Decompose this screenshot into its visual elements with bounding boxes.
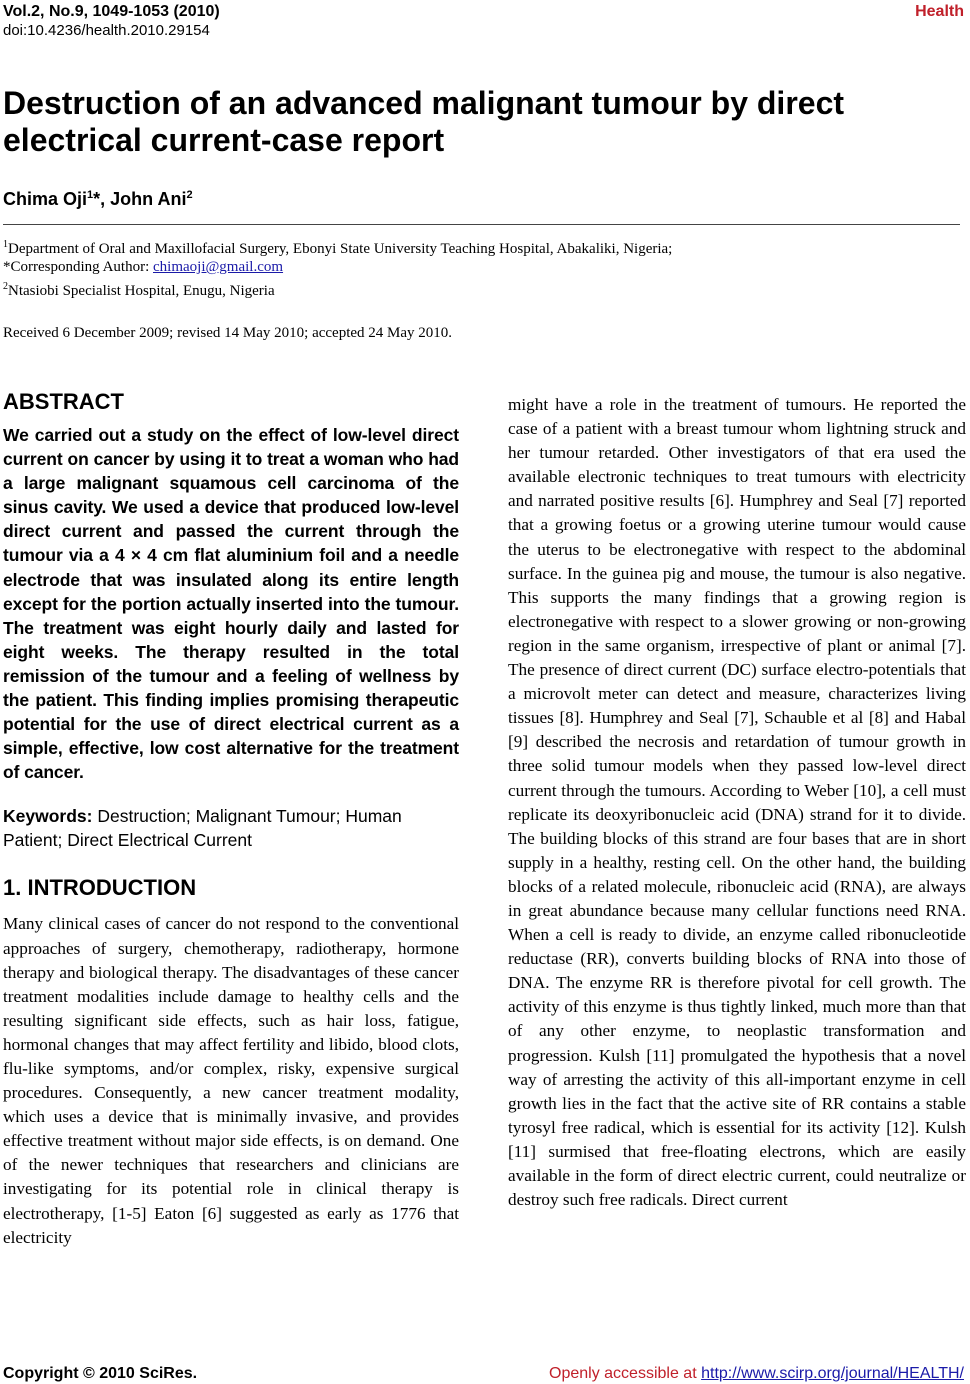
affiliation-mark: 2 xyxy=(3,281,8,292)
journal-url-link[interactable]: http://www.scirp.org/journal/HEALTH/ xyxy=(701,1365,964,1382)
author-affiliation-mark: 2 xyxy=(186,189,193,201)
copyright: Copyright © 2010 SciRes. xyxy=(3,1365,198,1382)
left-column xyxy=(3,388,459,1250)
author-affiliation-mark: 1 xyxy=(87,189,94,201)
doi: doi:10.4236/health.2010.29154 xyxy=(3,22,210,39)
keywords xyxy=(3,804,459,852)
affiliation xyxy=(3,277,275,301)
introduction-text-right: might have a role in the treatment of tumours. He reported the case of a patient with a breast tumour whom lightning struck and her tumour retarded. Other investigators of that era used the available electronic techniques to treat tumours with electricity and narrated positive results [6]. Humphrey and Seal [7] reported that a growing foetus or a growing uterine tumour would cause the uterus to be electronegative with respect to the abdominal surface. In the guinea pig and mouse, the tumour is also negative. This supports the many findings that a growing region is electronegative with respect to a slower growing or non-growing region in the same organism, irrespective of plant or animal [7]. The presence of direct current (DC) surface electro-potentials that a microvolt meter can detect and measure, characterizes living tissues [8]. Humphrey and Seal [7], Schauble et al [8] and Habal [9] described the necrosis and retardation of tumour growth in three solid tumour models when they passed low-level direct current through the tumours. According to Weber [10], a cell must replicate its deoxyribonucleic acid (DNA) strand for it to divide. The building blocks of this strand are four bases that are in short supply in a healthy, resting cell. On the other hand, the building blocks of a related molecule, ribonucleic acid (RNA), are always in great abundance because many cellular functions need RNA. When a cell is ready to divide, an enzyme called ribonucleotide reductase (RR), converts building blocks of RNA into those of DNA. The enzyme RR is therefore pivotal for cell growth. The activity of this enzyme is thus tightly linked, much more than that of any other enzyme, to neoplastic transformation and progression. Kulsh [11] promulgated the hypothesis that a novel way of arresting the activity of this all-important enzyme in cell growth lies in the fact that the active site of RR contains a stable tyrosyl free radical, which is essential for its activity [12]. Kulsh [11] surmised that free-floating electrons, which are easily available in the form of direct electric current, could neutralize or destroy such free radicals. Direct current xyxy=(508,395,966,1210)
journal-name: Health xyxy=(915,3,964,20)
affiliation-text: Ntasiobi Specialist Hospital, Enugu, Nigeria xyxy=(8,283,275,299)
corresponding-mark: *, xyxy=(93,189,111,209)
corresponding-label: *Corresponding Author: xyxy=(3,259,153,275)
author-name: John Ani xyxy=(110,189,187,209)
paper-title: Destruction of an advanced malignant tumour by direct electrical current-case report xyxy=(3,85,845,158)
introduction-text-left: Many clinical cases of cancer do not respond to the conventional approaches of surgery, chemotherapy, radiotherapy, hormone therapy and biological therapy. The disadvantages of these cancer treatment modalities include damage to healthy cells and the resulting significant side effects, such as hair loss, fatigue, hormonal changes that may affect fertility and libido, blood clots, flu-like symptoms, and/or complex, risky, expensive surgical procedures. Consequently, a new cancer treatment modality, which uses a device that is minimally invasive, and provides effective treatment without major side effects, is on demand. One of the newer techniques that researchers and clinicians are investigating for its potential role in clinical therapy is electrotherapy, [1-5] Eaton [6] suggested as early as 1776 that electricity xyxy=(3,914,459,1247)
keywords-label: Keywords: xyxy=(3,806,93,827)
received-dates: Received 6 December 2009; revised 14 May 2010; accepted 24 May 2010. xyxy=(3,325,453,341)
affiliation-text: Department of Oral and Maxillofacial Surgery, Ebonyi State University Teaching Hospital, Abakaliki, Nigeria; xyxy=(8,241,673,257)
access-label: Openly accessible at xyxy=(549,1365,702,1382)
affiliation xyxy=(3,235,672,259)
right-column xyxy=(508,393,966,1212)
keywords-text: Destruction; Malignant Tumour; Human Patient; Direct Electrical Current xyxy=(3,806,402,851)
abstract-heading: ABSTRACT xyxy=(3,389,124,414)
header-divider xyxy=(3,224,960,225)
author-list xyxy=(3,183,193,211)
email-link[interactable]: chimaoji@gmail.com xyxy=(153,259,284,275)
corresponding-author xyxy=(3,257,283,277)
journal-citation: Vol.2, No.9, 1049-1053 (2010) xyxy=(3,3,220,20)
abstract-text: We carried out a study on the effect of low-level direct current on cancer by using it to treat a woman who had a large malignant squamous cell carcinoma of the sinus cavity. We used a device that produced low-level direct current and passed the current through the tumour via a 4 × 4 cm flat aluminium foil and a needle electrode that was insulated along its entire length except for the portion actually inserted into the tumour. The treatment was eight hourly daily and lasted for eight weeks. The therapy resulted in the total remission of the tumour and a feeling of wellness by the patient. This finding implies promising therapeutic potential for the use of direct electrical current as a simple, effective, low cost alternative for the treatment of cancer. xyxy=(3,425,459,783)
author-name: Chima Oji xyxy=(3,189,88,209)
affiliation-mark: 1 xyxy=(3,239,8,250)
section-heading-introduction: 1. INTRODUCTION xyxy=(3,875,197,901)
open-access-note xyxy=(549,1364,964,1384)
